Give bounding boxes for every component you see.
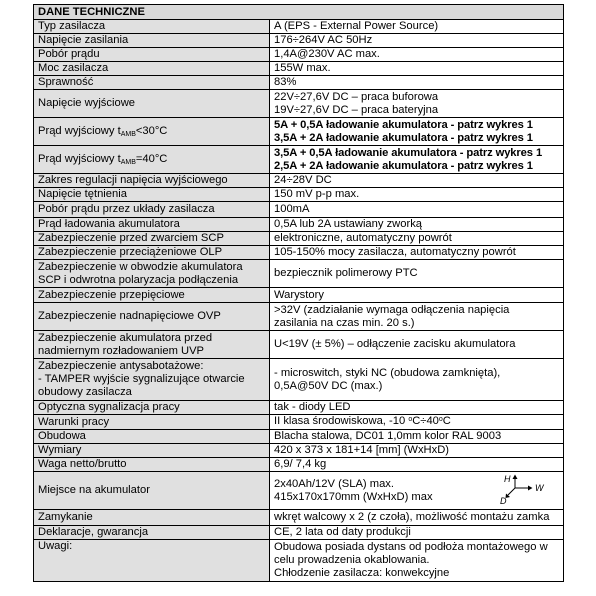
row-value: wkręt walcowy x 2 (z czoła), możliwość montażu zamka: [270, 510, 564, 526]
table-row: [34, 303, 564, 331]
diagram-label-w: W: [535, 483, 544, 493]
depth-axis: [508, 488, 515, 495]
row-value: 420 x 373 x 181+14 [mm] (WxHxD): [270, 444, 564, 458]
table-row: [34, 510, 564, 526]
table-row: [34, 540, 564, 582]
row-label: Uwagi:: [34, 540, 270, 582]
label-line: obudowy zasilacza: [38, 386, 132, 398]
row-label: [34, 146, 270, 174]
row-value: Warystory: [270, 288, 564, 303]
table-row: [34, 146, 564, 174]
table-header-row: [34, 5, 564, 20]
row-value: elektroniczne, automatyczny powrót: [270, 232, 564, 246]
row-label: Deklaracje, gwarancja: [34, 526, 270, 540]
row-label: [34, 260, 270, 288]
table-row: [34, 526, 564, 540]
value-line: zasilania na czas min. 20 s.): [274, 316, 415, 329]
row-value: 100mA: [270, 202, 564, 218]
row-value: [270, 540, 564, 582]
diagram-label-d: D: [500, 496, 507, 504]
row-value: A (EPS - External Power Source): [270, 20, 564, 34]
row-label: Zabezpieczenie przepięciowe: [34, 288, 270, 303]
row-label: Zabezpieczenie przed zwarciem SCP: [34, 232, 270, 246]
label-line: SCP i odwrotna polaryzacja podłączenia: [38, 273, 239, 286]
width-arrow: [528, 486, 533, 491]
row-label: Zakres regulacji napięcia wyjściowego: [34, 174, 270, 188]
value-line: 19V÷27,6V DC – praca bateryjna: [274, 103, 439, 116]
table-row: [34, 202, 564, 218]
table-row: [34, 260, 564, 288]
row-label: Moc zasilacza: [34, 62, 270, 76]
value-line: 2x40Ah/12V (SLA) max.: [274, 477, 395, 490]
value-line: - microswitch, styki NC (obudowa zamknięta),: [274, 366, 501, 379]
label-subscript: AMB: [120, 158, 136, 166]
table-row: [34, 62, 564, 76]
row-label: Waga netto/brutto: [34, 458, 270, 472]
row-label: Napięcie zasilania: [34, 34, 270, 48]
table-row: [34, 90, 564, 118]
value-text: C÷40: [412, 415, 439, 427]
row-value: [270, 415, 564, 430]
height-arrow: [513, 475, 518, 480]
row-value: 176÷264V AC 50Hz: [270, 34, 564, 48]
value-line: 0,5A@50V DC (max.): [274, 379, 383, 392]
table-row: [34, 246, 564, 260]
row-label: Prąd ładowania akumulatora: [34, 218, 270, 232]
table-row: [34, 20, 564, 34]
row-label: Optyczna sygnalizacja pracy: [34, 401, 270, 415]
value-line: Chłodzenie zasilacza: konwekcyjne: [274, 567, 450, 579]
row-value: 105-150% mocy zasilacza, automatyczny powrót: [270, 246, 564, 260]
table-row: [34, 76, 564, 90]
row-label: Sprawność: [34, 76, 270, 90]
table-row: [34, 188, 564, 202]
row-label: Obudowa: [34, 430, 270, 444]
row-value: Blacha stalowa, DC01 1,0mm kolor RAL 9003: [270, 430, 564, 444]
value-line: 2,5A + 2A ładowanie akumulatora - patrz wykres 1: [274, 159, 533, 172]
row-label: Zabezpieczenie nadnapięciowe OVP: [34, 303, 270, 331]
row-label: Typ zasilacza: [34, 20, 270, 34]
label-text: =40°C: [135, 152, 168, 165]
table-row: [34, 401, 564, 415]
row-label: [34, 359, 270, 401]
row-label: Zabezpieczenie przeciążeniowe OLP: [34, 246, 270, 260]
label-line: Zabezpieczenie antysabotażowe:: [38, 360, 204, 372]
row-value: U<19V (± 5%) – odłączenie zacisku akumulatora: [270, 331, 564, 359]
degree-superscript: o: [438, 416, 443, 423]
value-line: 415x170x170mm (WxHxD) max: [274, 490, 433, 503]
row-label: Napięcie tętnienia: [34, 188, 270, 202]
label-text: Prąd wyjściowy t: [38, 124, 121, 137]
table-row: [34, 34, 564, 48]
row-value: [270, 118, 564, 146]
table-row: [34, 472, 564, 510]
diagram-label-h: H: [504, 474, 511, 484]
table-row: [34, 288, 564, 303]
table-header: DANE TECHNICZNE: [34, 5, 564, 20]
value-text: C: [442, 415, 451, 427]
row-label: [34, 331, 270, 359]
table-row: [34, 218, 564, 232]
row-value: 150 mV p-p max.: [270, 188, 564, 202]
value-line: celu prowadzenia okablowania.: [274, 554, 430, 566]
label-text: Prąd wyjściowy t: [38, 152, 121, 165]
dimension-axes-diagram: [499, 474, 555, 504]
row-value: [270, 303, 564, 331]
value-line: 3,5A + 0,5A ładowanie akumulatora - patrz wykres 1: [274, 146, 543, 159]
table-row: [34, 48, 564, 62]
row-value: 0,5A lub 2A ustawiany zworką: [270, 218, 564, 232]
table-row: [34, 444, 564, 458]
value-line: Obudowa posiada dystans od podłoża montażowego w: [274, 541, 548, 553]
row-label: Wymiary: [34, 444, 270, 458]
row-label: Zamykanie: [34, 510, 270, 526]
table-row: [34, 430, 564, 444]
table-row: [34, 232, 564, 246]
row-label: Napięcie wyjściowe: [34, 90, 270, 118]
label-subscript: AMB: [120, 130, 136, 138]
row-label: Miejsce na akumulator: [34, 472, 270, 510]
label-line: nadmiernym rozładowaniem UVP: [38, 344, 205, 357]
value-line: 22V÷27,6V DC – praca buforowa: [274, 90, 439, 103]
row-value: CE, 2 lata od daty produkcji: [270, 526, 564, 540]
row-value: tak - diody LED: [270, 401, 564, 415]
row-value: [270, 472, 564, 510]
row-value: bezpiecznik polimerowy PTC: [270, 260, 564, 288]
row-value: 24÷28V DC: [270, 174, 564, 188]
value-line: >32V (zadziałanie wymaga odłączenia napięcia: [274, 303, 510, 316]
row-value: 155W max.: [270, 62, 564, 76]
table-row: [34, 174, 564, 188]
table-row: [34, 458, 564, 472]
table-row: [34, 415, 564, 430]
row-label: [34, 118, 270, 146]
row-value: [270, 359, 564, 401]
label-text: <30°C: [135, 124, 168, 137]
technical-data-table: [33, 4, 564, 582]
row-value: 83%: [270, 76, 564, 90]
table-row: [34, 118, 564, 146]
label-line: - TAMPER wyjście sygnalizujące otwarcie: [38, 373, 245, 385]
row-value: [270, 90, 564, 118]
row-value: 1,4A@230V AC max.: [270, 48, 564, 62]
label-line: Zabezpieczenie w obwodzie akumulatora: [38, 260, 243, 273]
degree-superscript: o: [408, 416, 413, 423]
value-line: 3,5A + 2A ładowanie akumulatora - patrz wykres 1: [274, 131, 533, 144]
row-value: [270, 146, 564, 174]
table-row: [34, 359, 564, 401]
value-line: 5A + 0,5A ładowanie akumulatora - patrz wykres 1: [274, 118, 533, 131]
row-label: Pobór prądu przez układy zasilacza: [34, 202, 270, 218]
row-label: Pobór prądu: [34, 48, 270, 62]
row-value: 6,9/ 7,4 kg: [270, 458, 564, 472]
table-row: [34, 331, 564, 359]
row-label: Warunki pracy: [34, 415, 270, 430]
value-text: II klasa środowiskowa, -10: [274, 415, 409, 427]
label-line: Zabezpieczenie akumulatora przed: [38, 331, 213, 344]
